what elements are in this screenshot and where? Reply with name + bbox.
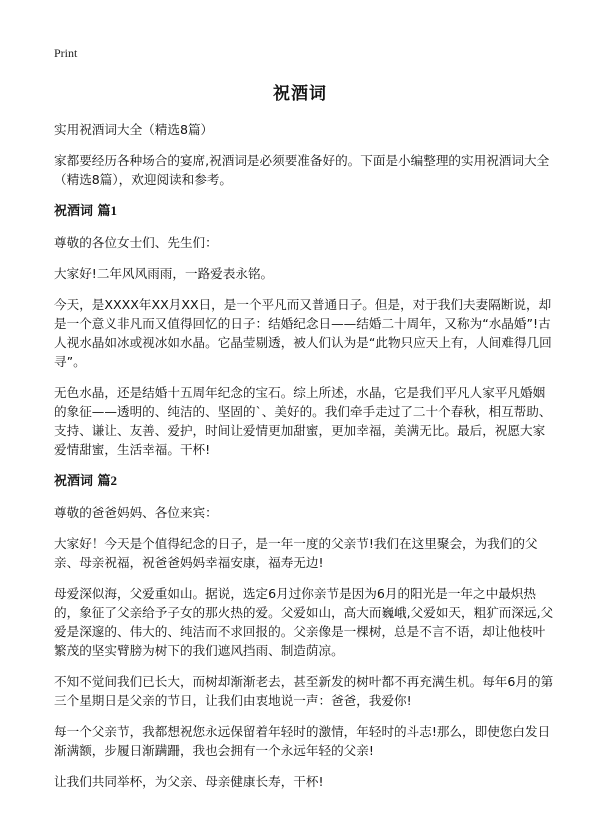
paragraph: 尊敬的各位女士们、先生们： xyxy=(54,235,218,250)
document-body xyxy=(54,120,554,803)
paragraph: 大家好！今天是个值得纪念的日子，是一年一度的父亲节!我们在这里聚会，为我们的父亲、母亲祝福，祝爸爸妈妈幸福安康，福寿无边! xyxy=(54,536,538,570)
section-heading-2 xyxy=(54,471,554,491)
document-title: 祝酒词 xyxy=(273,84,327,104)
paragraph: 每一个父亲节，我都想祝您永远保留着年轻时的激情，年轻时的斗志!那么，即使您白发日渐满额，步履日渐蹒跚，我也会拥有一个永远年轻的父亲! xyxy=(54,724,551,758)
section-heading-1 xyxy=(54,201,554,221)
paragraph: 无色水晶，还是结婚十五周年纪念的宝石。综上所述，水晶，它是我们平凡人家平凡婚姻的象征——透明的、纯洁的、坚固的`、美好的。我们牵手走过了二十个春秋，相互帮助、支持、谦让、友善、爱护，时间让爱情更加甜蜜，更加幸福，美满无比。最后，祝愿大家爱情甜蜜，生活幸福。干杯! xyxy=(54,385,552,457)
intro-paragraph: 家都要经历各种场合的宴席,祝酒词是必须要准备好的。下面是小编整理的实用祝酒词大全（精选8篇），欢迎阅读和参考。 xyxy=(54,153,550,187)
section-heading-text: 祝酒词 篇 xyxy=(54,474,111,489)
paragraph: 让我们共同举杯，为父亲、母亲健康长寿，干杯! xyxy=(54,774,324,789)
section-heading-number: 1 xyxy=(110,203,118,218)
paragraph: 今天，是XXXX年XX月XX日，是一个平凡而又普通日子。但是，对于我们夫妻隔断说，却是一个意义非凡而又值得回忆的日子：结婚纪念日——结婚二十周年，又称为“水晶婚”!古人视水晶如冰或视冰如水晶。它晶莹剔透，被人们认为是“此物只应天上有，人间难得几回寻”。 xyxy=(54,297,552,369)
paragraph: 大家好!二年风风雨雨，一路爱表永铭。 xyxy=(54,266,274,281)
print-link[interactable]: Print xyxy=(54,46,78,60)
subtitle: 实用祝酒词大全（精选8篇） xyxy=(54,122,214,137)
section-heading-text: 祝酒词 篇 xyxy=(54,204,111,219)
section-heading-number: 2 xyxy=(110,473,118,488)
paragraph: 不知不觉间我们已长大，而树却渐渐老去，甚至新发的树叶都不再充满生机。每年6月的第三个星期日是父亲的节日，让我们由衷地说一声：爸爸，我爱你! xyxy=(54,674,554,708)
paragraph: 母爱深似海，父爱重如山。据说，选定6月过你亲节是因为6月的阳光是一年之中最炽热的，象征了父亲给予子女的那火热的爱。父爱如山，高大而巍峨,父爱如天，粗犷而深远,父爱是深邃的、伟大的、纯洁而不求回报的。父亲像是一棵树，总是不言不语，却让他枝叶繁茂的坚实臂膀为树下的我们遮风挡雨、制造荫凉。 xyxy=(54,586,554,658)
paragraph: 尊敬的爸爸妈妈、各位来宾： xyxy=(54,505,218,520)
